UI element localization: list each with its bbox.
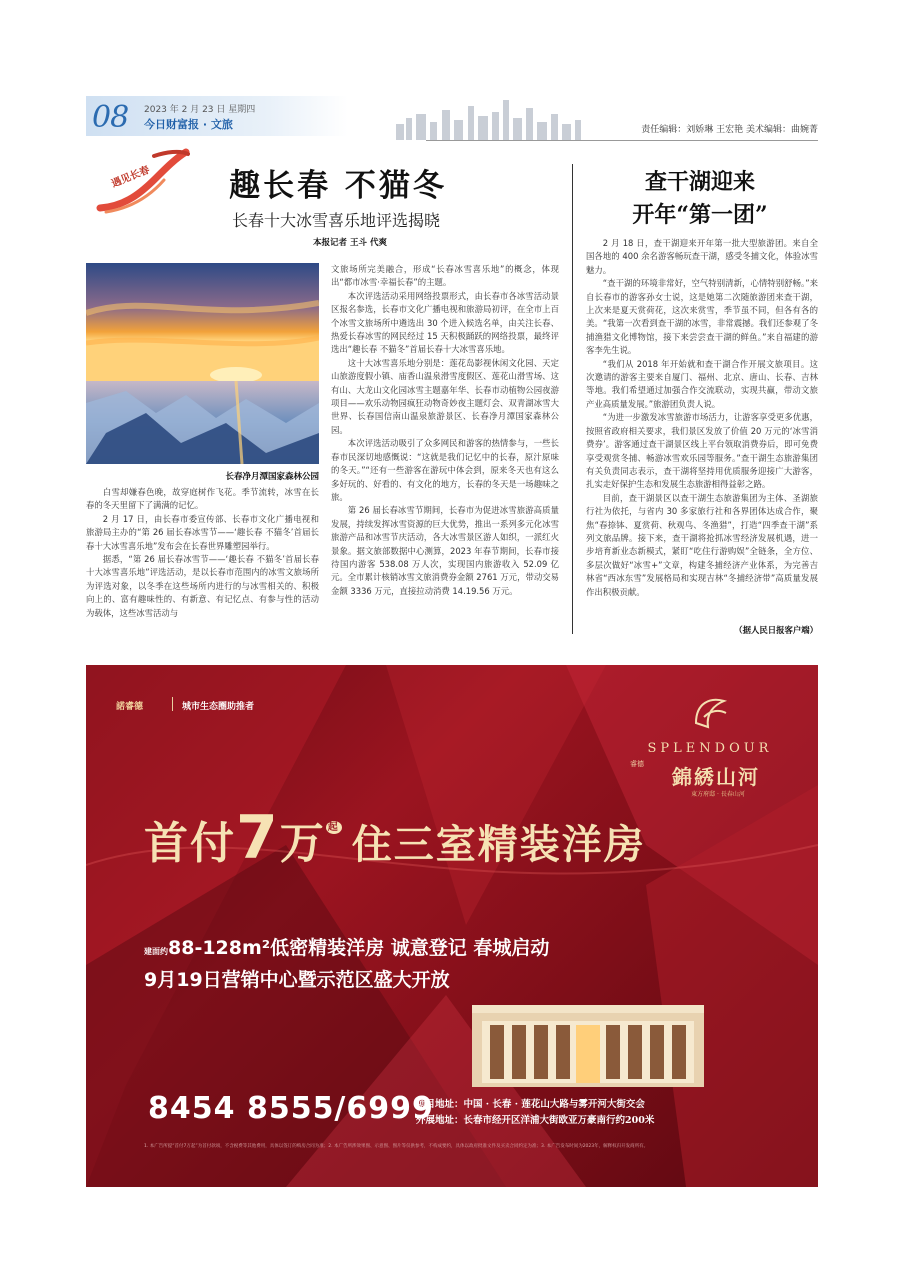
page-number: 08 xyxy=(92,100,129,135)
headline-number: 7 xyxy=(236,803,280,873)
paragraph: “我们从 2018 年开始就和查干湖合作开展文旅项目。这次邀请的游客主要来自厦门、福州、北京、唐山、长春、吉林等地。我们希望通过加强合作交流联动，实现共赢，带动文旅产业高质量发展。”旅游团负责人说。 xyxy=(586,358,818,409)
real-estate-advertisement xyxy=(86,665,818,1187)
article-title: 趣长春 不猫冬 xyxy=(229,168,447,204)
exhibition-address: 外展地址：长春市经开区洋浦大街欧亚万豪南行约200米 xyxy=(416,1115,655,1126)
paragraph: 白雪却嫌春色晚，故穿庭树作飞花。季节流转，冰雪在长春的冬天里留下了满满的记忆。 xyxy=(86,487,319,511)
header-divider xyxy=(426,140,818,141)
area-text: 88-128m²低密精装洋房 诚意登记 春城启动 xyxy=(168,937,550,959)
editor-credits: 责任编辑：刘娇琳 王宏艳 美术编辑：曲婉菁 xyxy=(641,125,818,135)
logo-separator xyxy=(172,697,173,711)
ad-headline xyxy=(144,803,646,873)
headline-rest: 住三室精装洋房 xyxy=(351,822,646,868)
project-addresses xyxy=(416,1097,654,1129)
ad-disclaimer: 1. 本广告所提“首付7万起”为首付款项，不含税费等其他费用，具体以签订的购房合同为准；2. 本广告所涉效果图、示意图、图片等仅供参考，不构成要约，具体以政府批准文件及买卖合同约定为准；3. 本广告发布时间为2023年，解释权归开发商所有。 xyxy=(144,1144,649,1149)
issue-date: 2023 年 2 月 23 日 星期四 xyxy=(144,105,256,115)
brand-prefix: 睿德 xyxy=(630,760,644,768)
paragraph: 第 26 届长春冰雪节期间，长春市为促进冰雪旅游高质量发展，持续发挥冰雪资源的巨大优势，推出一系列多元化冰雪旅游产品和冰雪节庆活动，各大冰雪景区游人如织，一派红火景象。据文旅部数据中心测算，2023 年春节期间，长春市接待国内游客 538.08 万人次，实现国内旅游收入 52.09 亿元。全市累计核销冰雪文旅消费券金额 2761 万元，带动交易金额 3336 万元，直接拉动消费 14.19.56 万元。 xyxy=(331,505,559,596)
paragraph: 文旅场所完美融合，形成“长春冰雪喜乐地”的概念，体现出“都市冰雪·幸福长春”的主题。 xyxy=(331,264,559,288)
paragraph: “为进一步激发冰雪旅游市场活力，让游客享受更多优惠，按照省政府相关要求，我们景区发放了价值 20 万元的‘冰雪消费券’。游客通过查干湖景区线上平台领取消费券后，即可免费享受观赏冬捕、畅游冰雪欢乐园等服务。”查干湖生态旅游集团有关负责同志表示，查干湖将坚持用优质服务迎接广大游客，扎实走好保护生态和发展生态旅游相得益彰之路。 xyxy=(586,412,818,490)
paragraph: 本次评选活动采用网络投票形式，由长春市各冰雪活动景区报名参选，长春市文化广播电视和旅游局初评，在全市上百个冰雪文旅场所中遴选出 30 个进入候选名单，由关注长春、热爱长春冰雪的网民经过 15 天积极踊跃的网络投票，最终评选出“趣长春 不猫冬”首届长春十大冰雪喜乐地。 xyxy=(331,290,559,355)
developer-tagline: 城市生态圈助推者 xyxy=(182,702,255,712)
right-title-line1: 查干湖迎来 xyxy=(644,169,755,195)
brand-emblem-icon xyxy=(690,693,730,733)
article-column-a xyxy=(86,486,319,620)
ad-area-line xyxy=(144,933,549,960)
sales-center-building-graphic xyxy=(472,991,704,1087)
contact-phone: 8454 8555/6999 xyxy=(148,1091,434,1126)
paragraph: 本次评选活动吸引了众多网民和游客的热情参与，一些长春市民深切地感慨说：“这就是我们记忆中的长春，原汁原味的冬天。”“还有一些游客在游玩中体会到，原来冬天也有这么多好玩的、好看的、有文化的地方，长春的冬天是一场趣味之旅。 xyxy=(331,438,559,502)
project-address: 项目地址：中国 · 长春 · 莲花山大路与雾开河大街交会 xyxy=(416,1099,645,1110)
brand-name-english: SPLENDOUR xyxy=(647,741,773,756)
headline-qi-badge: 起 xyxy=(327,822,340,833)
headline-unit: 万 xyxy=(279,818,326,869)
area-label: 建面约 xyxy=(144,947,168,956)
right-article-title xyxy=(580,166,820,232)
page-header xyxy=(86,96,818,142)
paragraph: 2 月 18 日，查干湖迎来开年第一批大型旅游团。来自全国各地的 400 余名游客畅玩查干湖，感受冬捕文化，体验冰雪魅力。 xyxy=(586,238,818,275)
paragraph: 目前，查干湖景区以查干湖生态旅游集团为主体、圣湖旅行社为依托，与省内 30 多家旅行社和各界团体达成合作，聚焦“春捺钵、夏赏荷、秋观鸟、冬渔猎”，打造“四季查干湖”系列文旅品牌。接下来，查干湖将抢抓冰雪经济发展机遇，进一步培育新业态新模式，紧盯“吃住行游购娱”全链条，全方位、多层次做好“冰雪+”文章，构建冬捕经济产业体系，为完善吉林省“西冰东雪”发展格局和实现吉林“冬捕经济带”高质量发展作出积极贡献。 xyxy=(586,492,818,597)
ad-opening-line: 9月19日营销中心暨示范区盛大开放 xyxy=(144,969,450,991)
right-title-line2: 开年“第一团” xyxy=(632,202,768,228)
paragraph: 2 月 17 日，由长春市委宣传部、长春市文化广播电视和旅游局主办的“第 26 届长春冰雪节——‘趣长春 不猫冬’首届长春十大冰雪喜乐地”发布会在长春世界雕塑园举行。 xyxy=(86,513,319,551)
brand-slogan: 東方府邸 · 長春山河 xyxy=(691,791,745,798)
right-article-body xyxy=(586,237,818,599)
paragraph: 这十大冰雪喜乐地分别是：莲花岛影视休闲文化园、天定山旅游度假小镇、庙香山温泉滑雪度假区、莲花山滑雪场、这有山、大龙山文化园冰雪主题嘉年华、长春市动植物公园夜游项目——欢乐动物园疯狂动物奇妙夜主题灯会、双青湖冰雪大世界、长春国信南山温泉旅游景区、长春净月潭国家森林公园。 xyxy=(331,357,559,435)
article-byline: 本报记者 王斗 代爽 xyxy=(313,238,387,248)
brand-name-chinese: 錦綉山河 xyxy=(672,765,760,789)
paragraph: “查干湖的环境非常好，空气特别清新，心情特别舒畅。”来自长春市的游客孙女士说，这是她第二次随旅游团来查干湖，上次来是夏天赏荷花，这次来赏雪，季节虽不同，但各有各的美。“我第一次看到查干湖的冰雪，非常震撼。我们还参观了冬捕渔猎文化博物馆，接下来尝尝查干湖的鲜鱼。”来自福建的游客李先生说。 xyxy=(586,278,818,356)
column-divider xyxy=(572,164,573,634)
article-subtitle: 长春十大冰雪喜乐地评选揭晓 xyxy=(231,211,440,230)
city-skyline-graphic xyxy=(386,96,616,140)
paragraph: 据悉，“第 26 届长春冰雪节——‘趣长春 不猫冬’首届长春十大冰雪喜乐地”评选活动，是以长春市范围内的冰雪文旅场所为评选对象，以冬季在这些场所内进行的与冰雪相关的、积极向上的、富有趣味性的、有新意、有记忆点、有参与性的活动为载体，这些冰雪活动与 xyxy=(86,554,319,618)
frozen-lake-sunset-photo xyxy=(86,263,319,464)
section-badge: 遇见长春 xyxy=(110,164,152,190)
newspaper-name: 今日财富报 · 文旅 xyxy=(144,118,233,131)
article-column-b xyxy=(331,263,559,598)
photo-caption: 长春净月潭国家森林公园 xyxy=(225,472,319,482)
developer-logo: 諾睿德 xyxy=(116,702,144,712)
headline-prefix: 首付 xyxy=(144,818,236,869)
article-source: （据人民日报客户端） xyxy=(734,625,818,635)
